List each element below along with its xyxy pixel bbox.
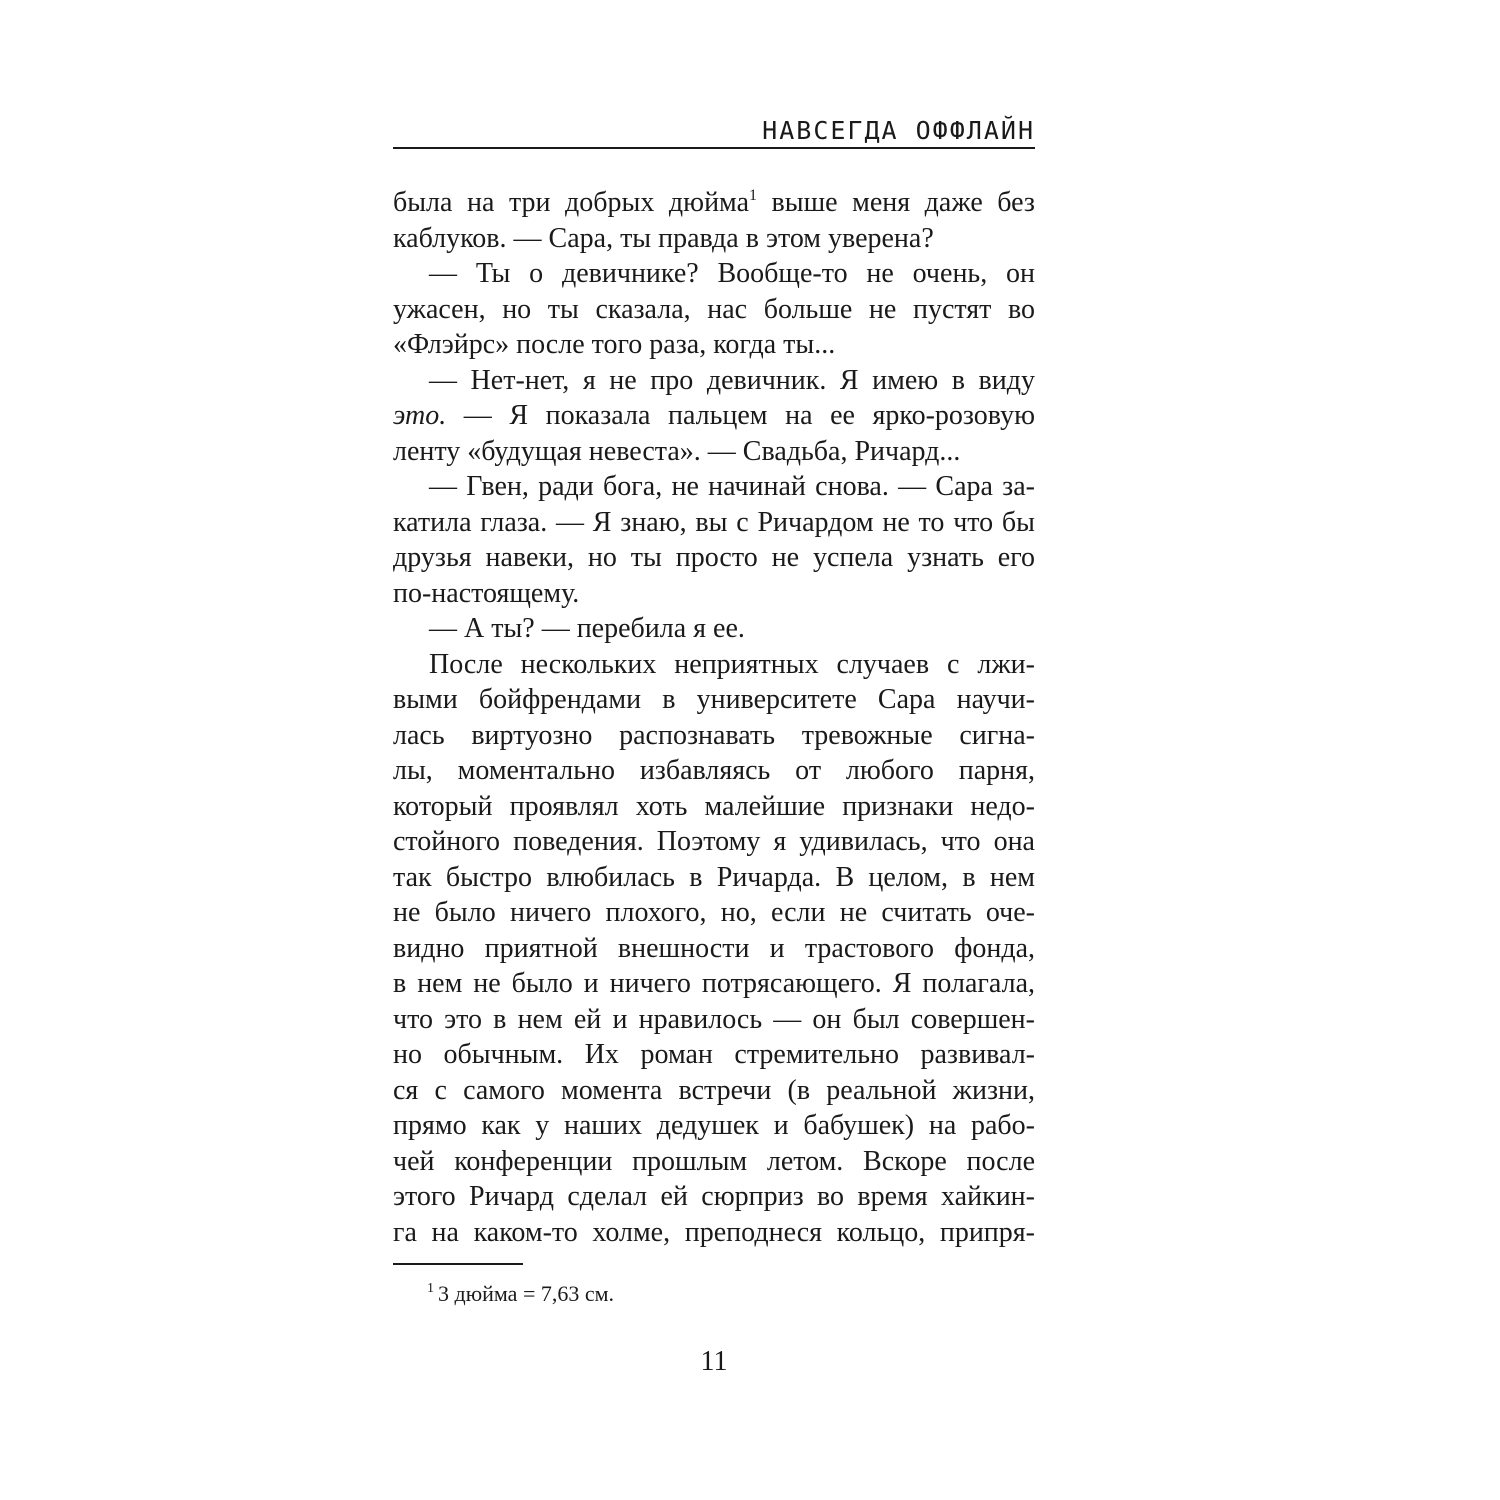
text-line: прямо как у наших дедушек и бабушек) на рабо- [393,1110,1035,1141]
text-line: ся с самого момента встречи (в реальной жизни, [393,1074,1035,1106]
italic-word: это. [393,400,447,431]
text-line: друзья навеки, но ты просто не успела узнать его [393,542,1035,573]
footnote [427,1280,614,1308]
text-line: — Гвен, ради бога, не начинай снова. — Сара за- [429,471,1035,502]
footnote-rule [393,1263,523,1265]
text-line: — Ты о девичнике? Вообще-то не очень, он [429,258,1035,289]
text-line [393,185,1035,221]
text-line: стойного поведения. Поэтому я удивилась, что она [393,826,1035,857]
text-fragment: выше меня даже без [757,187,1035,218]
text-line: так быстро влюбилась в Ричарда. В целом, в нем [393,861,1035,893]
text-line: — Нет-нет, я не про девичник. Я имею в виду [429,364,1035,396]
text-line: который проявлял хоть малейшие признаки недо- [393,790,1035,822]
text-line: ужасен, но ты сказала, нас больше не пустят во [393,293,1035,325]
text-line: видно приятной внешности и трастового фонда, [393,932,1035,964]
text-line: в нем не было и ничего потрясающего. Я полагала, [393,968,1035,999]
page-number: 11 [700,1346,728,1377]
text-line: что это в нем ей и нравилось — он был совершен- [393,1003,1035,1035]
text-line [393,398,1035,434]
text-line: чей конференции прошлым летом. Вскоре после [393,1145,1035,1177]
text-line: лы, моментально избавляясь от любого парня, [393,755,1035,786]
text-line: — А ты? — перебила я ее. [429,613,745,644]
text-line: ленту «будущая невеста». — Свадьба, Ричард... [393,435,961,467]
text-line: не было ничего плохого, но, если не считать оче- [393,897,1035,928]
text-line: но обычным. Их роман стремительно развивал- [393,1039,1035,1070]
running-header: НАВСЕГДА ОФФЛАЙН [762,116,1035,145]
footnote-text: 3 дюйма = 7,63 см. [438,1281,615,1306]
text-line: по-настоящему. [393,577,580,609]
text-fragment: была на три добрых дюйма [393,187,750,218]
header-rule [393,147,1035,149]
footnote-reference: 1 [749,187,758,204]
text-line: выми бойфрендами в университете Сара научи- [393,684,1035,715]
text-fragment: — Я показала пальцем на ее ярко-розовую [446,400,1035,431]
text-line: га на каком-то холме, преподнеся кольцо, припря- [393,1216,1035,1248]
text-line: этого Ричард сделал ей сюрприз во время хайкин- [393,1181,1035,1212]
body-text [393,185,1035,1250]
footnote-mark: 1 [427,1281,434,1296]
text-line: катила глаза. — Я знаю, вы с Ричардом не то что бы [393,506,1035,538]
text-line: лась виртуозно распознавать тревожные сигна- [393,719,1035,751]
text-line: После нескольких неприятных случаев с лжи- [429,648,1035,680]
text-line: каблуков. — Сара, ты правда в этом уверена? [393,222,934,254]
text-line: «Флэйрс» после того раза, когда ты... [393,329,836,360]
